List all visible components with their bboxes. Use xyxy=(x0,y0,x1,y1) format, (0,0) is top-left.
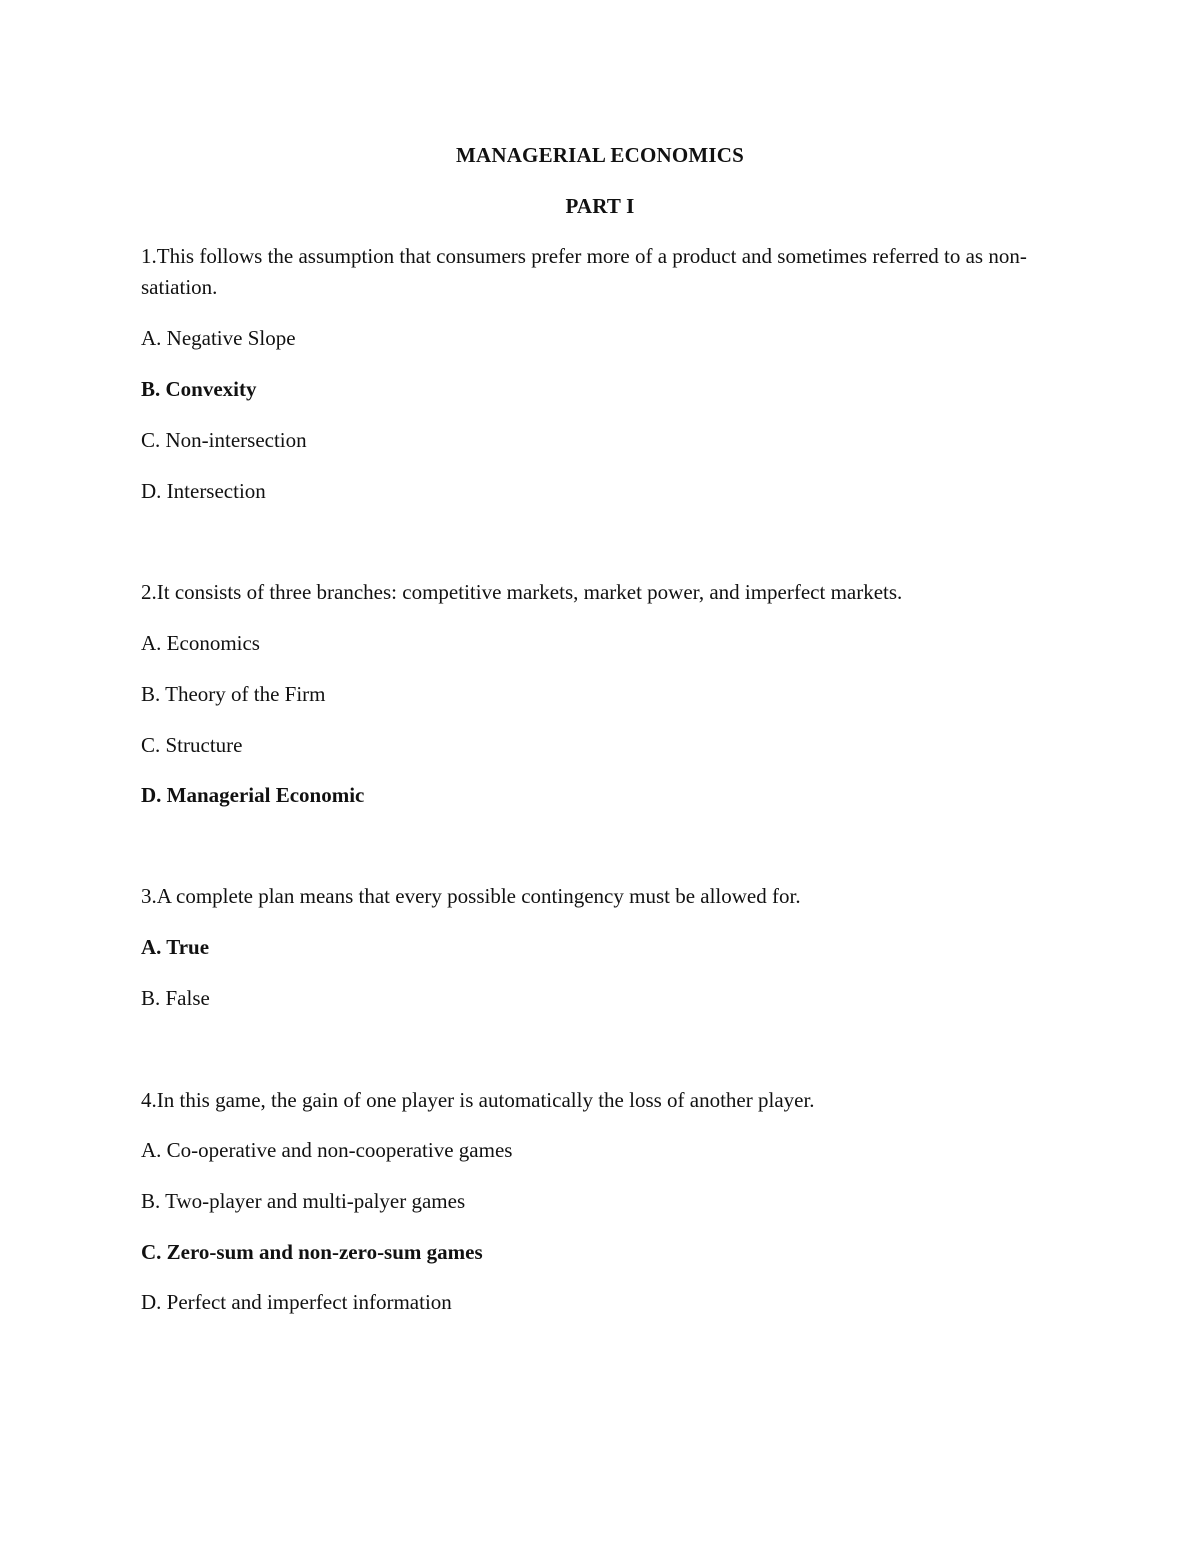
question-1-option-b-answer: B. Convexity xyxy=(141,377,257,401)
part-heading: PART I xyxy=(565,194,635,218)
question-2-option-a: A. Economics xyxy=(141,631,260,655)
question-2-option-d-answer: D. Managerial Economic xyxy=(141,783,365,807)
question-4-text: 4.In this game, the gain of one player is automatically the loss of another player. xyxy=(141,1088,815,1112)
question-2-text: 2.It consists of three branches: competitive markets, market power, and imperfect markets. xyxy=(141,580,903,604)
question-3-text: 3.A complete plan means that every possible contingency must be allowed for. xyxy=(141,884,801,908)
question-1-text: 1.This follows the assumption that consumers prefer more of a product and sometimes referred to as non-satiation. xyxy=(141,244,1027,299)
question-4-option-b: B. Two-player and multi-palyer games xyxy=(141,1189,466,1213)
question-2-option-b: B. Theory of the Firm xyxy=(141,682,326,706)
question-3-option-b: B. False xyxy=(141,986,210,1010)
question-4-option-a: A. Co-operative and non-cooperative games xyxy=(141,1138,513,1162)
question-4-option-d: D. Perfect and imperfect information xyxy=(141,1290,452,1314)
question-4-option-c-answer: C. Zero-sum and non-zero-sum games xyxy=(141,1240,483,1264)
question-1-option-c: C. Non-intersection xyxy=(141,428,307,452)
question-1-option-a: A. Negative Slope xyxy=(141,326,296,350)
document-title: MANAGERIAL ECONOMICS xyxy=(455,143,745,167)
question-2-option-c: C. Structure xyxy=(141,733,243,757)
question-3-option-a-answer: A. True xyxy=(141,935,210,959)
question-1-option-d: D. Intersection xyxy=(141,479,266,503)
